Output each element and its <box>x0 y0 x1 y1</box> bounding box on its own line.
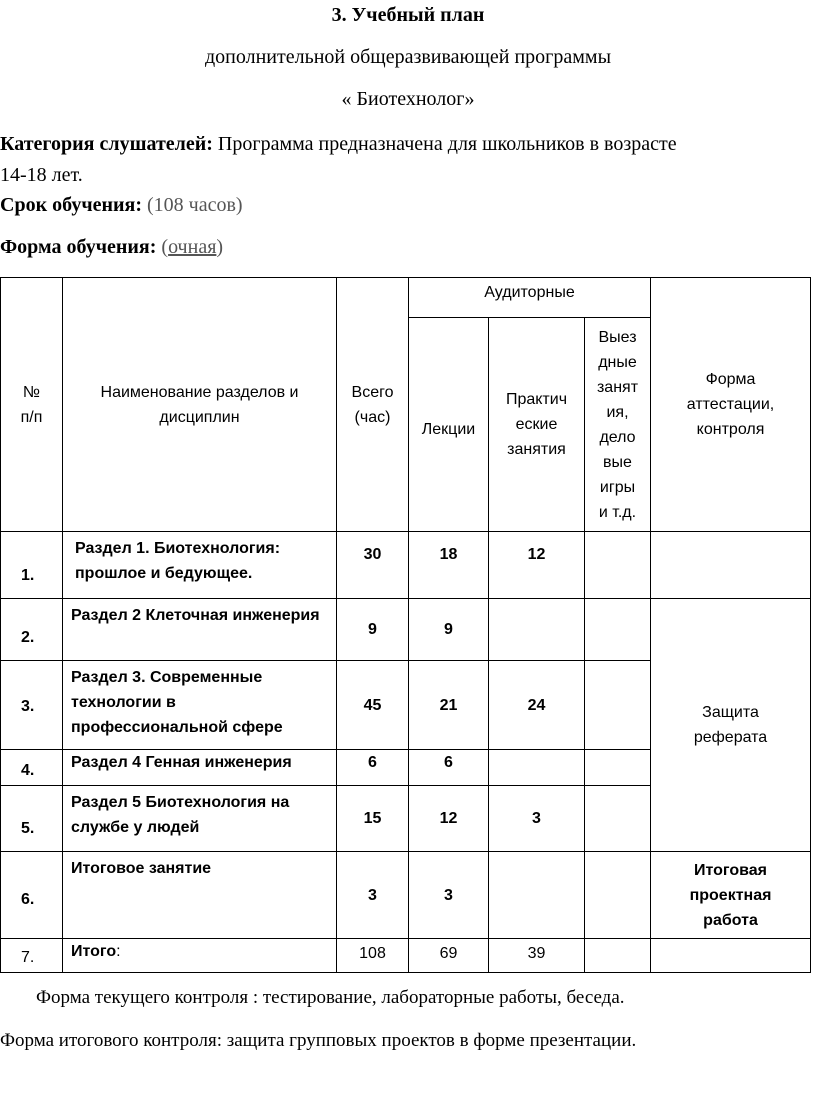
row-name: Раздел 2 Клеточная инженерия <box>63 599 337 661</box>
row-num: 4. <box>1 750 63 786</box>
total-practice: 39 <box>489 939 585 973</box>
row-name: Раздел 1. Биотехнология: прошлое и бедующее. <box>63 532 337 599</box>
total-label: Итого <box>71 943 117 960</box>
row-num: 6. <box>1 852 63 939</box>
total-attestation <box>651 939 811 973</box>
plan-title: 3. Учебный план <box>331 4 485 26</box>
table-row-total <box>1 939 811 973</box>
row-total: 15 <box>337 786 409 852</box>
row-practice <box>489 852 585 939</box>
duration-label: Срок обучения: <box>0 194 143 216</box>
row-total: 45 <box>337 661 409 750</box>
table-row <box>1 852 811 939</box>
row-outdoor <box>585 852 651 939</box>
row-outdoor <box>585 786 651 852</box>
category-age: 14-18 лет. <box>0 164 83 186</box>
row-lectures: 3 <box>409 852 489 939</box>
row-practice <box>489 599 585 661</box>
row-name: Раздел 4 Генная инженерия <box>63 750 337 786</box>
form-close: ) <box>216 236 224 258</box>
current-control-text: Форма текущего контроля : тестирование, лабораторные работы, беседа. <box>36 987 625 1008</box>
program-name: « Биотехнолог» <box>341 88 475 110</box>
total-name <box>63 939 337 973</box>
total-total: 108 <box>337 939 409 973</box>
total-num: 7. <box>1 939 63 973</box>
total-lectures: 69 <box>409 939 489 973</box>
form-open: ( <box>161 236 169 258</box>
row-total: 30 <box>337 532 409 599</box>
category-label: Категория слушателей: <box>0 133 213 155</box>
table-row <box>1 532 811 599</box>
row-outdoor <box>585 599 651 661</box>
form-line <box>0 236 223 259</box>
final-control-text: Форма итогового контроля: защита групповых проектов в форме презентации. <box>0 1030 637 1051</box>
row-practice: 3 <box>489 786 585 852</box>
row-name: Раздел 3. Современные технологии в профессиональной сфере <box>63 661 337 750</box>
row-lectures: 6 <box>409 750 489 786</box>
row-total: 6 <box>337 750 409 786</box>
total-colon: : <box>116 943 121 960</box>
row-attestation: Итоговая проектная работа <box>651 852 811 939</box>
row-num: 2. <box>1 599 63 661</box>
row-attestation <box>651 532 811 599</box>
row-total: 3 <box>337 852 409 939</box>
category-text: Программа предназначена для школьников в возрасте <box>212 133 677 155</box>
row-lectures: 18 <box>409 532 489 599</box>
row-outdoor <box>585 750 651 786</box>
header-name: Наименование разделов и дисциплин <box>63 278 337 532</box>
plan-subtitle: дополнительной общеразвивающей программы <box>204 46 611 68</box>
header-total: Всего (час) <box>337 278 409 532</box>
form-label: Форма обучения: <box>0 236 157 258</box>
header-auditorium: Аудиторные <box>409 278 651 318</box>
form-value: очная <box>168 236 217 258</box>
row-attestation: Защита реферата <box>651 599 811 852</box>
row-lectures: 12 <box>409 786 489 852</box>
total-outdoor <box>585 939 651 973</box>
row-num: 3. <box>1 661 63 750</box>
table-row <box>1 599 811 661</box>
duration-line <box>0 194 243 217</box>
row-outdoor <box>585 532 651 599</box>
duration-value: (108 часов) <box>147 194 243 216</box>
header-attestation: Форма аттестации, контроля <box>651 278 811 532</box>
row-lectures: 9 <box>409 599 489 661</box>
header-practice: Практич еские занятия <box>489 318 585 532</box>
row-num: 1. <box>1 532 63 599</box>
study-plan-table <box>0 277 811 973</box>
row-total: 9 <box>337 599 409 661</box>
header-num: № п/п <box>1 278 63 532</box>
header-outdoor: Выез дные занят ия, дело вые игры и т.д. <box>585 318 651 532</box>
row-lectures: 21 <box>409 661 489 750</box>
row-practice <box>489 750 585 786</box>
row-outdoor <box>585 661 651 750</box>
header-lectures: Лекции <box>409 318 489 532</box>
row-practice: 24 <box>489 661 585 750</box>
row-practice: 12 <box>489 532 585 599</box>
row-name: Раздел 5 Биотехнология на службе у людей <box>63 786 337 852</box>
row-num: 5. <box>1 786 63 852</box>
category-line <box>0 133 677 156</box>
row-name: Итоговое занятие <box>63 852 337 939</box>
